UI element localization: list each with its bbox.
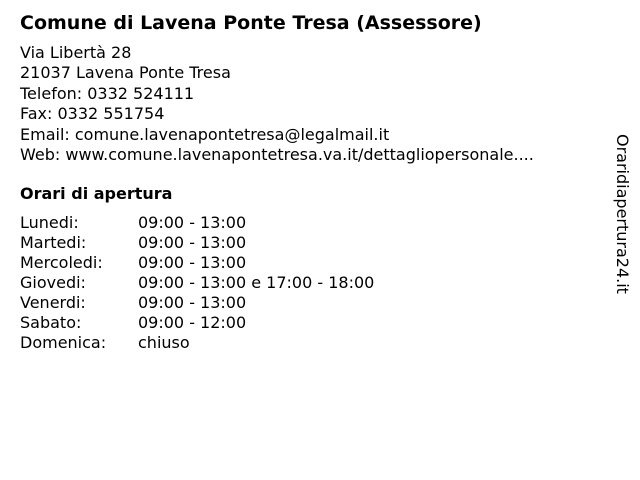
day-hours: chiuso <box>138 333 190 352</box>
day-hours: 09:00 - 13:00 e 17:00 - 18:00 <box>138 273 375 292</box>
city-postal: 21037 Lavena Ponte Tresa <box>20 63 231 83</box>
day-label: Sabato: <box>20 313 82 332</box>
street-address: Via Libertà 28 <box>20 43 132 62</box>
day-hours: 09:00 - 13:00 <box>138 293 247 312</box>
email-address: Email: comune.lavenapontetresa@legalmail.it <box>20 124 390 144</box>
day-label: Domenica: <box>20 333 107 352</box>
fax-number: Fax: 0332 551754 <box>20 104 165 124</box>
opening-hours-heading: Orari di apertura <box>20 184 173 203</box>
day-label: Lunedi: <box>20 213 79 232</box>
day-label: Martedi: <box>20 233 87 252</box>
day-label: Giovedi: <box>20 273 86 292</box>
day-hours: 09:00 - 13:00 <box>138 213 247 232</box>
day-hours: 09:00 - 13:00 <box>138 253 247 272</box>
address-block <box>20 43 534 165</box>
site-brand-watermark: Oraridiapertura24.it <box>613 134 632 294</box>
day-hours: 09:00 - 12:00 <box>138 313 247 332</box>
page-title: Comune di Lavena Ponte Tresa (Assessore) <box>20 12 482 34</box>
day-hours: 09:00 - 13:00 <box>138 233 247 252</box>
day-label: Mercoledi: <box>20 253 103 272</box>
phone-number: Telefon: 0332 524111 <box>20 83 195 103</box>
day-label: Venerdi: <box>20 293 86 312</box>
website-url: Web: www.comune.lavenapontetresa.va.it/dettagliopersonale.... <box>20 144 534 164</box>
